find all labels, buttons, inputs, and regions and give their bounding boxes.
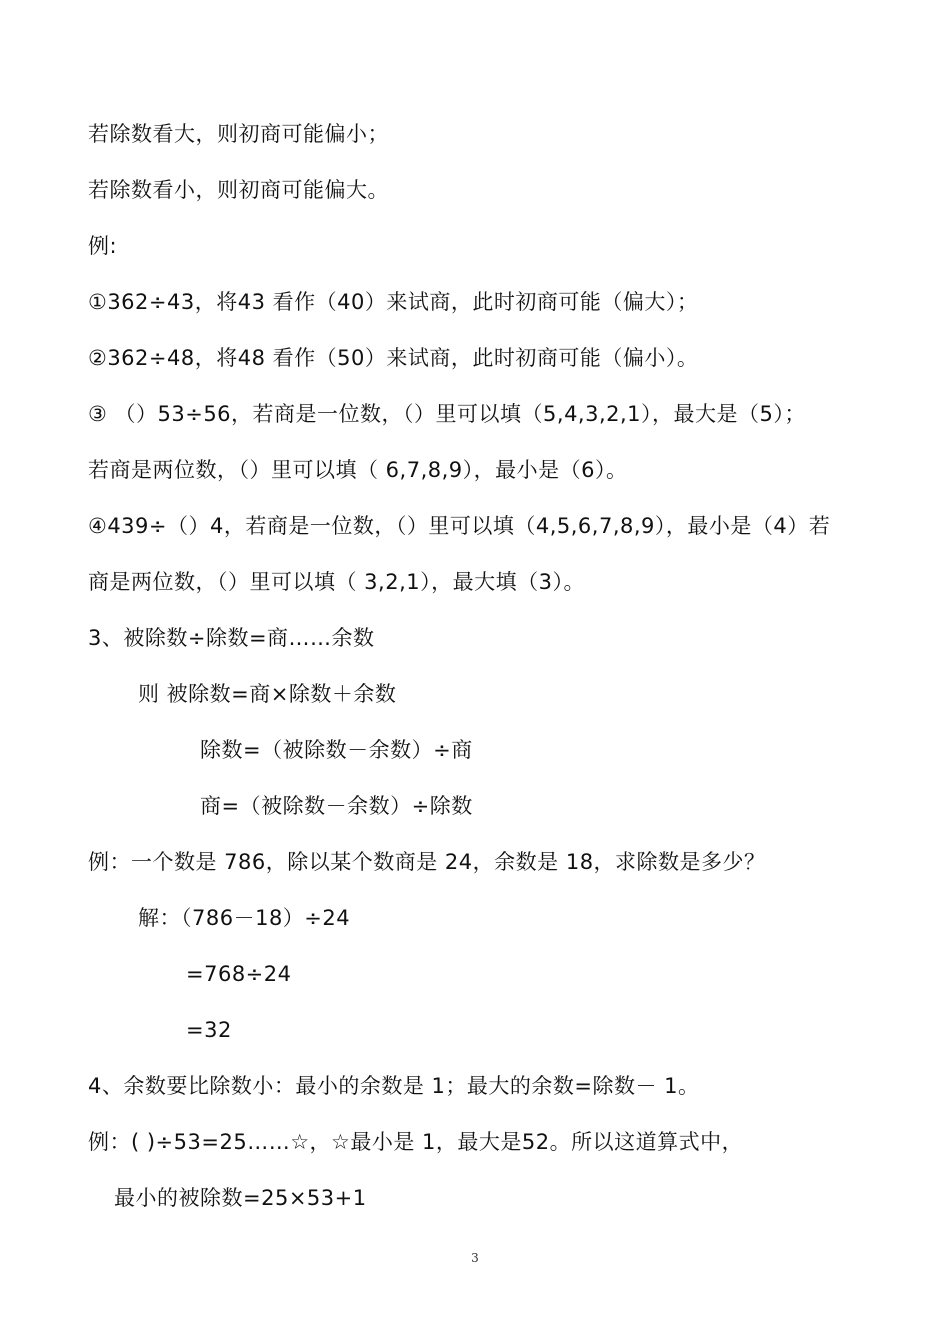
example-2: ②362÷48，将48 看作（50）来试商，此时初商可能（偏小）。 [88,346,699,370]
formula-dividend: 则 被除数=商×除数＋余数 [138,682,397,706]
example-problem: 例：一个数是 786，除以某个数商是 24，余数是 18，求除数是多少？ [88,850,766,874]
text-line-2: 若除数看小，则初商可能偏大。 [88,178,389,202]
text-line-1: 若除数看大，则初商可能偏小； [88,122,389,146]
solution-step-2: =768÷24 [186,962,292,986]
example-remainder: 例：( )÷53=25……☆，☆最小是 1，最大是52。所以这道算式中， [88,1130,744,1154]
example-4-continued: 商是两位数，（）里可以填（ 3,2,1），最大填（3）。 [88,570,585,594]
formula-quotient: 商=（被除数－余数）÷除数 [200,794,473,818]
example-4: ④439÷（）4，若商是一位数，（）里可以填（4,5,6,7,8,9），最小是（4）若 [88,514,831,538]
solution-step-3: =32 [186,1018,232,1042]
page-number: 3 [471,1251,479,1265]
text-line-3: 例: [88,234,118,258]
example-3: ③ （）53÷56，若商是一位数，（）里可以填（5,4,3,2,1），最大是（5）； [88,402,806,426]
section-4-heading: 4、余数要比除数小：最小的余数是 1；最大的余数=除数－ 1。 [88,1074,700,1098]
section-3-heading: 3、被除数÷除数=商……余数 [88,626,375,650]
solution-step-1: 解：（786－18）÷24 [138,906,351,930]
example-3-continued: 若商是两位数，（）里可以填（ 6,7,8,9），最小是（6）。 [88,458,628,482]
example-remainder-continued: 最小的被除数=25×53+1 [114,1186,367,1210]
formula-divisor: 除数=（被除数－余数）÷商 [200,738,473,762]
example-1: ①362÷43，将43 看作（40）来试商，此时初商可能（偏大）； [88,290,699,314]
